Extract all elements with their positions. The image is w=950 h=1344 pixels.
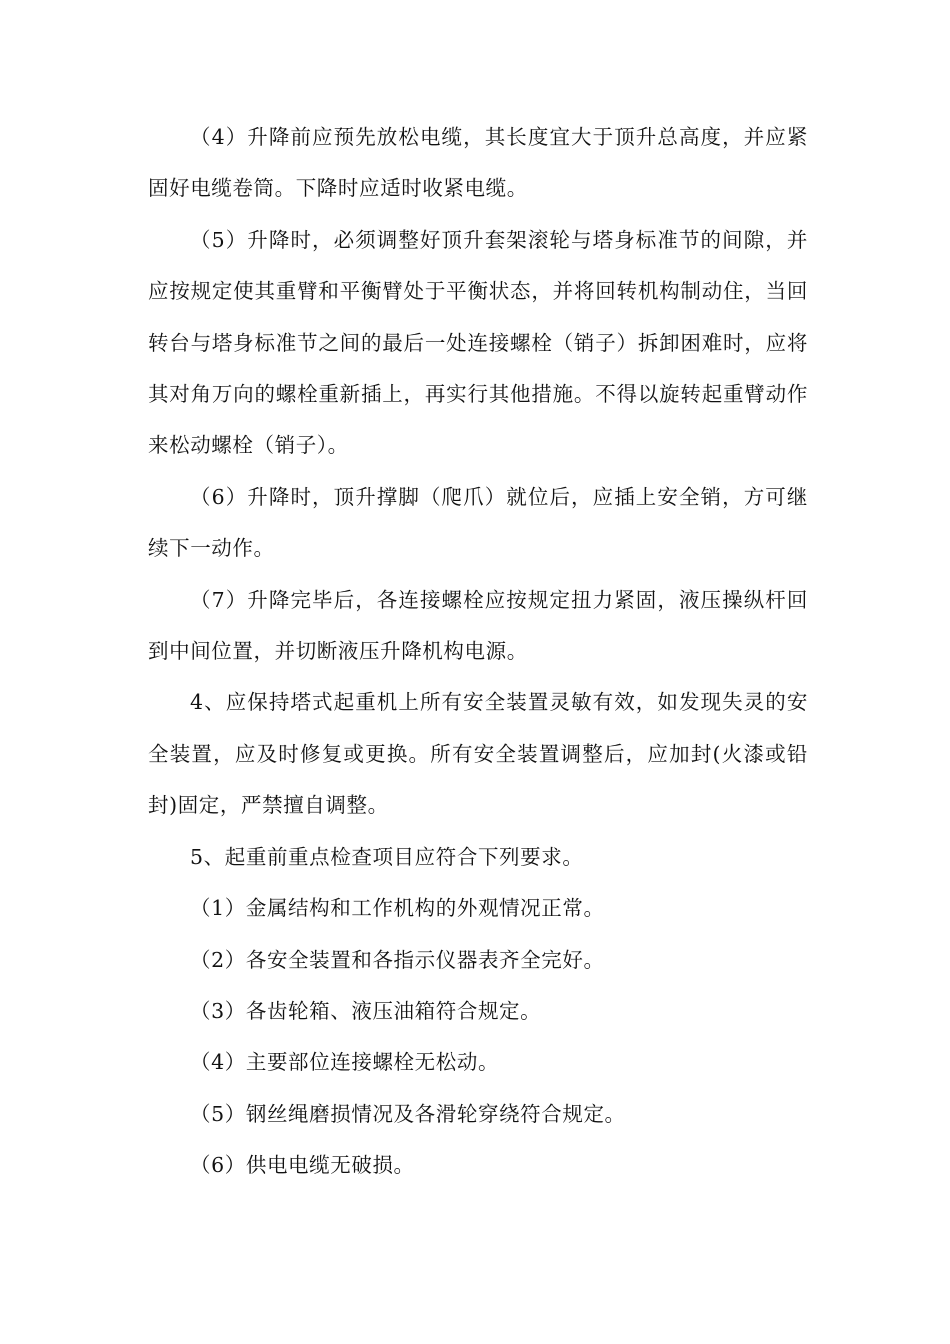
document-body [148, 112, 808, 1192]
paragraph-step-5-adjust: （5）升降时，必须调整好顶升套架滚轮与塔身标准节的间隙，并应按规定使其重臂和平衡臂处于平衡状态，并将回转机构制动住，当回转台与塔身标准节之间的最后一处连接螺栓（销子）拆卸困难时，应将其对角万向的螺栓重新插上，再实行其他措施。不得以旋转起重臂动作来松动螺栓（销子）。 [148, 227, 808, 458]
paragraph-step-4-cable: （4）升降前应预先放松电缆，其长度宜大于顶升总高度，并应紧固好电缆卷筒。下降时应适时收紧电缆。 [148, 125, 808, 201]
list-item-check-4: （4）主要部位连接螺栓无松动。 [190, 1050, 500, 1075]
paragraph-item-5-inspection: 5、起重前重点检查项目应符合下列要求。 [190, 844, 584, 869]
list-item-check-3: （3）各齿轮箱、液压油箱符合规定。 [190, 998, 542, 1023]
paragraph-item-4-safety-devices: 4、应保持塔式起重机上所有安全装置灵敏有效，如发现失灵的安全装置，应及时修复或更换。所有安全装置调整后，应加封(火漆或铅封)固定，严禁擅自调整。 [148, 690, 808, 818]
paragraph-step-6-pawl: （6）升降时，顶升撑脚（爬爪）就位后，应插上安全销，方可继续下一动作。 [148, 484, 808, 561]
list-item-check-1: （1）金属结构和工作机构的外观情况正常。 [190, 896, 605, 921]
list-item-check-2: （2）各安全装置和各指示仪器表齐全完好。 [190, 947, 605, 972]
list-item-check-6: （6）供电电缆无破损。 [190, 1153, 415, 1178]
list-item-check-5: （5）钢丝绳磨损情况及各滑轮穿绕符合规定。 [190, 1101, 626, 1126]
paragraph-step-7-finish: （7）升降完毕后，各连接螺栓应按规定扭力紧固，液压操纵杆回到中间位置，并切断液压升降机构电源。 [148, 587, 808, 664]
